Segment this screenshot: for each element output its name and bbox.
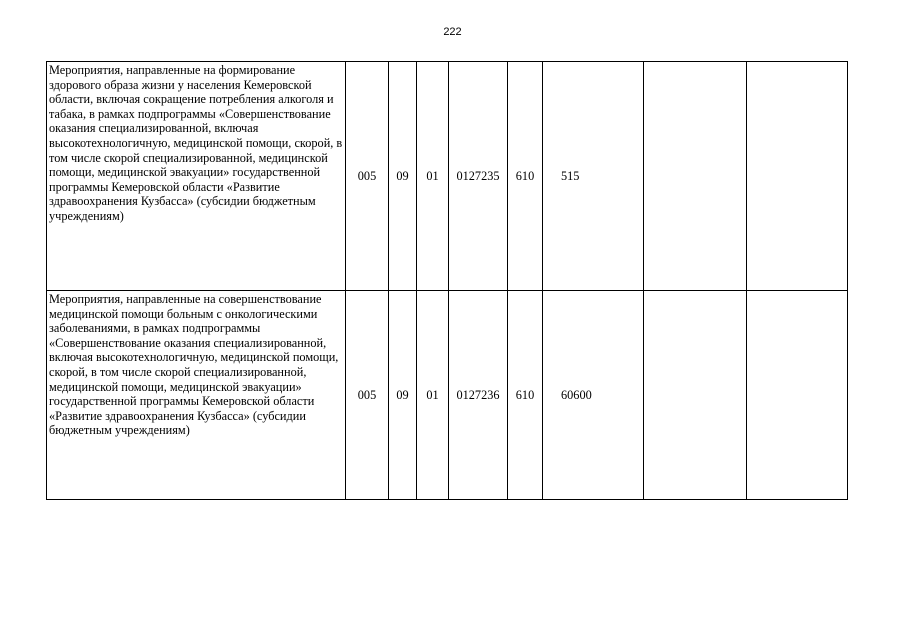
expense-type-cell: 610 (508, 291, 543, 500)
ministry-code-cell: 005 (346, 62, 389, 291)
section-code-cell: 09 (389, 62, 417, 291)
page-number: 222 (443, 26, 462, 38)
empty-cell (644, 62, 747, 291)
target-article-cell: 0127235 (449, 62, 508, 291)
budget-table (46, 61, 848, 500)
row-description: Мероприятия, направленные на совершенствование медицинской помощи больным с онкологическими заболеваниями, в рамках подпрограммы «Совершенствование оказания специализированной, включая высокотехнологичную, медицинской помощи, скорой, в том числе скорой специализированной, медицинской помощи, медицинской эвакуации» государственной программы Кемеровской области «Развитие здравоохранения Кузбасса» (субсидии бюджетным учреждениям) (47, 291, 346, 500)
amount-cell: 515 (543, 62, 644, 291)
target-article-cell: 0127236 (449, 291, 508, 500)
empty-cell (747, 62, 848, 291)
expense-type-cell: 610 (508, 62, 543, 291)
subsection-code-cell: 01 (417, 62, 449, 291)
ministry-code-cell: 005 (346, 291, 389, 500)
subsection-code-cell: 01 (417, 291, 449, 500)
table-row (47, 291, 848, 500)
table-row (47, 62, 848, 291)
amount-cell: 60600 (543, 291, 644, 500)
empty-cell (747, 291, 848, 500)
section-code-cell: 09 (389, 291, 417, 500)
row-description: Мероприятия, направленные на формирование здорового образа жизни у населения Кемеровской области, включая сокращение потребления алкоголя и табака, в рамках подпрограммы «Совершенствование оказания специализированной, включая высокотехнологичную, медицинской помощи, скорой, в том числе скорой специализированной, медицинской помощи, медицинской эвакуации» государственной программы Кемеровской области «Развитие здравоохранения Кузбасса» (субсидии бюджетным учреждениям) (47, 62, 346, 291)
empty-cell (644, 291, 747, 500)
